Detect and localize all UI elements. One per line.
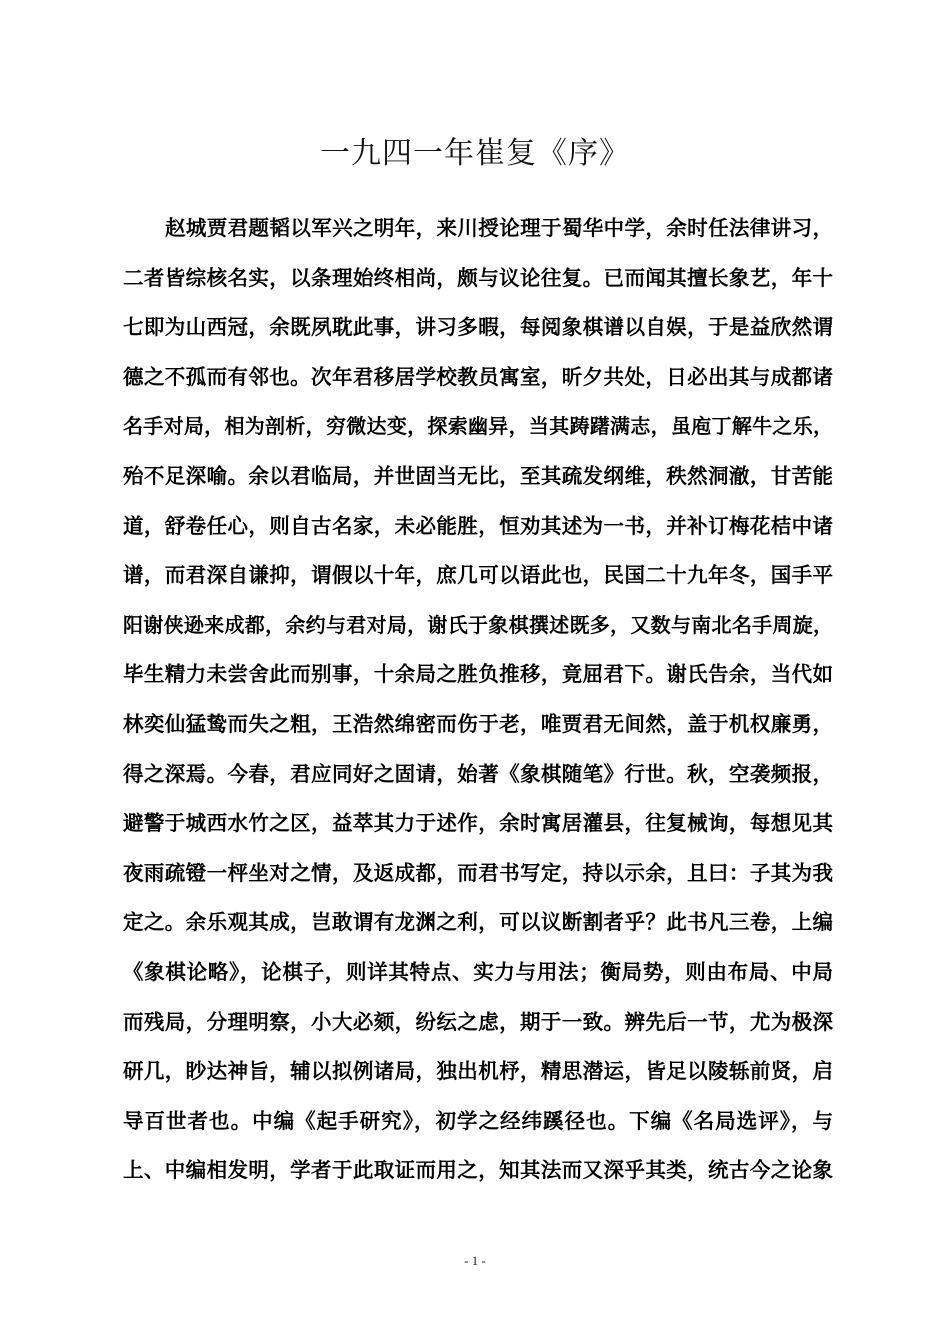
text-line: 殆不足深喻。余以君临局，并世固当无比，至其疏发纲维，秩然洞澈，甘苦能	[123, 463, 833, 488]
text-line: 得之深焉。今春，君应同好之固请，始著《象棋随笔》行世。秋，空袭频报，	[123, 761, 833, 786]
text-line: 上、中编相发明，学者于此取证而用之，知其法而又深乎其类，统古今之论象	[123, 1158, 833, 1183]
text-line: 避警于城西水竹之区，益萃其力于述作，余时寓居灌县，往复械询，每想见其	[123, 811, 833, 836]
text-line: 定之。余乐观其成，岂敢谓有龙渊之利，可以议断割者乎？此书凡三卷，上编	[123, 910, 833, 935]
text-line: 阳谢侠逊来成都，余约与君对局，谢氏于象棋撰述既多，又数与南北名手周旋，	[123, 612, 833, 637]
text-line: 毕生精力未尝舍此而别事，十余局之胜负推移，竟屈君下。谢氏告余，当代如	[123, 662, 833, 687]
text-line: 道，舒卷任心，则自古名家，未必能胜，恒劝其述为一书，并补订梅花桔中诸	[123, 513, 833, 538]
text-line: 七即为山西冠，余既夙耽此事，讲习多暇，每阅象棋谱以自娱，于是益欣然谓	[123, 315, 833, 340]
text-line: 谱，而君深自谦抑，谓假以十年，庶几可以语此也，民国二十九年冬，国手平	[123, 563, 833, 588]
text-line: 名手对局，相为剖析，穷微达变，探索幽异，当其踌躇满志，虽庖丁解牛之乐，	[123, 414, 833, 439]
text-line: 导百世者也。中编《起手研究》，初学之经纬蹊径也。下编《名局选评》，与	[123, 1108, 833, 1133]
document-title: 一九四一年崔复《序》	[320, 136, 630, 171]
text-line: 赵城贾君题韬以军兴之明年，来川授论理于蜀华中学，余时任法律讲习，	[165, 216, 833, 240]
text-line: 研几，眇达神旨，辅以拟例诸局，独出机杼，精思潜运，皆足以陵轹前贤，启	[123, 1059, 833, 1084]
text-line: 《象棋论略》，论棋子，则详其特点、实力与用法；衡局势，则由布局、中局	[123, 959, 833, 984]
page-number: - 1 -	[464, 1253, 486, 1268]
text-line: 夜雨疏镫一枰坐对之情，及返成都，而君书写定，持以示余，且曰：子其为我	[123, 860, 833, 885]
document-body	[123, 204, 833, 1196]
text-line: 林奕仙猛鸷而失之粗，王浩然绵密而伤于老，唯贾君无间然，盖于机权廉勇，	[123, 711, 833, 736]
text-line: 德之不孤而有邻也。次年君移居学校教员寓室，昕夕共处，日必出其与成都诸	[123, 364, 833, 389]
text-line: 而残局，分理明察，小大必颏，纷纭之虑，期于一致。辨先后一节，尤为极深	[123, 1009, 833, 1034]
text-line: 二者皆综核名实，以条理始终相尚，颇与议论往复。已而闻其擅长象艺，年十	[123, 265, 833, 290]
